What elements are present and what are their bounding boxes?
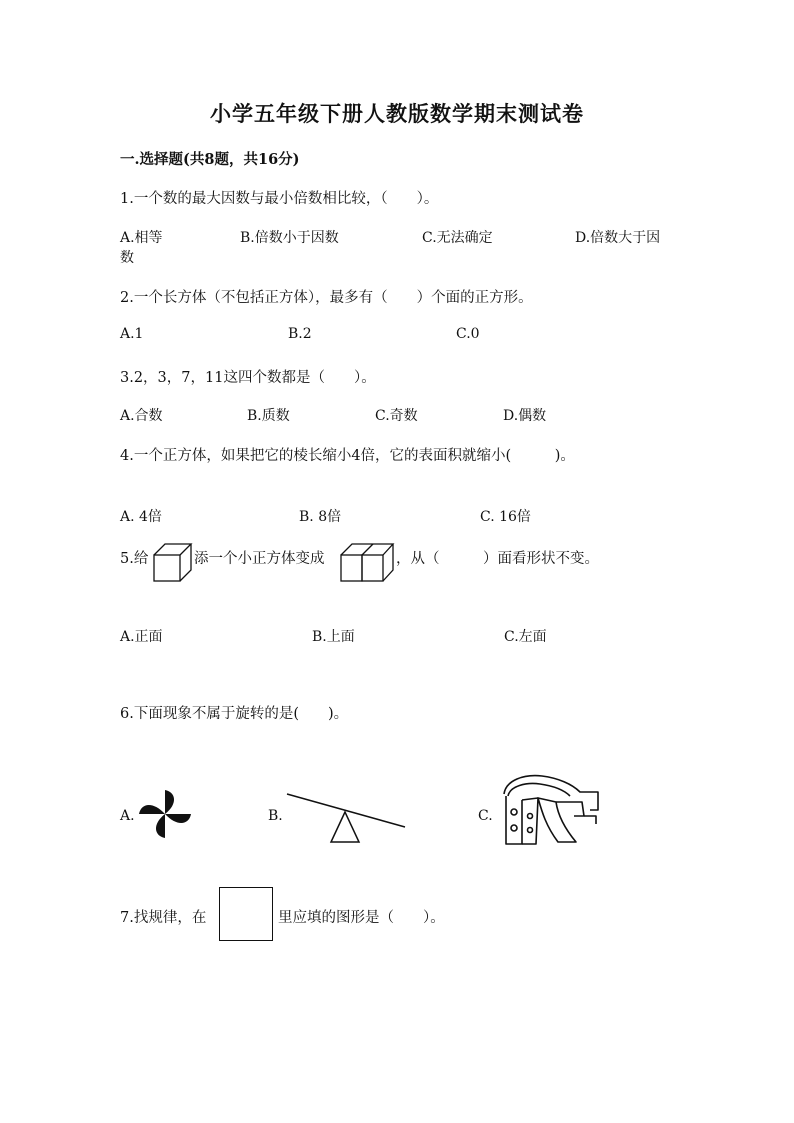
question-3-option-a: A.合数	[120, 408, 163, 424]
question-5-option-b: B.上面	[312, 629, 355, 645]
single-cube-icon	[153, 543, 193, 583]
question-2-option-a: A.1	[120, 326, 144, 342]
question-6-option-b: B.	[268, 808, 283, 824]
question-2-stem: 2.一个长方体（不包括正方体），最多有（ ）个面的正方形。	[120, 290, 533, 306]
section-heading: 一.选择题(共8题，共16分)	[120, 151, 300, 168]
question-5-option-a: A.正面	[120, 629, 163, 645]
question-2-option-c: C.0	[456, 326, 480, 342]
answer-box	[219, 887, 273, 941]
question-1-option-c: C.无法确定	[422, 230, 493, 246]
question-4-stem: 4.一个正方体，如果把它的棱长缩小4倍，它的表面积就缩小( )。	[120, 448, 575, 464]
question-4-option-a: A. 4倍	[120, 509, 162, 525]
question-5-stem-middle: 添一个小正方体变成	[194, 551, 325, 567]
question-3-stem: 3.2，3，7，11这四个数都是（ ）。	[120, 370, 376, 386]
question-1-option-b: B.倍数小于因数	[240, 230, 339, 246]
page-title: 小学五年级下册人教版数学期末测试卷	[210, 101, 584, 126]
question-5-stem-start: 5.给	[120, 551, 149, 567]
slide-icon	[500, 772, 600, 848]
question-6-stem: 6.下面现象不属于旋转的是( )。	[120, 706, 349, 722]
question-6-option-c: C.	[478, 808, 493, 824]
pinwheel-icon	[136, 788, 194, 840]
question-4-option-c: C. 16倍	[480, 509, 531, 525]
question-1-option-d: D.倍数大于因	[575, 230, 661, 246]
question-1-stem: 1.一个数的最大因数与最小倍数相比较，（ ）。	[120, 191, 439, 207]
question-1-option-a: A.相等	[120, 230, 163, 246]
question-7-stem-end: 里应填的图形是（ ）。	[278, 910, 445, 926]
double-cube-icon	[340, 543, 394, 583]
seesaw-icon	[285, 790, 407, 844]
question-4-option-b: B. 8倍	[299, 509, 342, 525]
question-1-option-d-wrap: 数	[120, 250, 134, 266]
question-5-stem-end: ，从（ ）面看形状不变。	[396, 551, 599, 567]
question-3-option-b: B.质数	[247, 408, 290, 424]
question-5-option-c: C.左面	[504, 629, 547, 645]
question-2-option-b: B.2	[288, 326, 312, 342]
question-6-option-a: A.	[120, 808, 135, 824]
question-7-stem-start: 7.找规律，在	[120, 910, 207, 926]
question-3-option-d: D.偶数	[503, 408, 547, 424]
question-3-option-c: C.奇数	[375, 408, 418, 424]
